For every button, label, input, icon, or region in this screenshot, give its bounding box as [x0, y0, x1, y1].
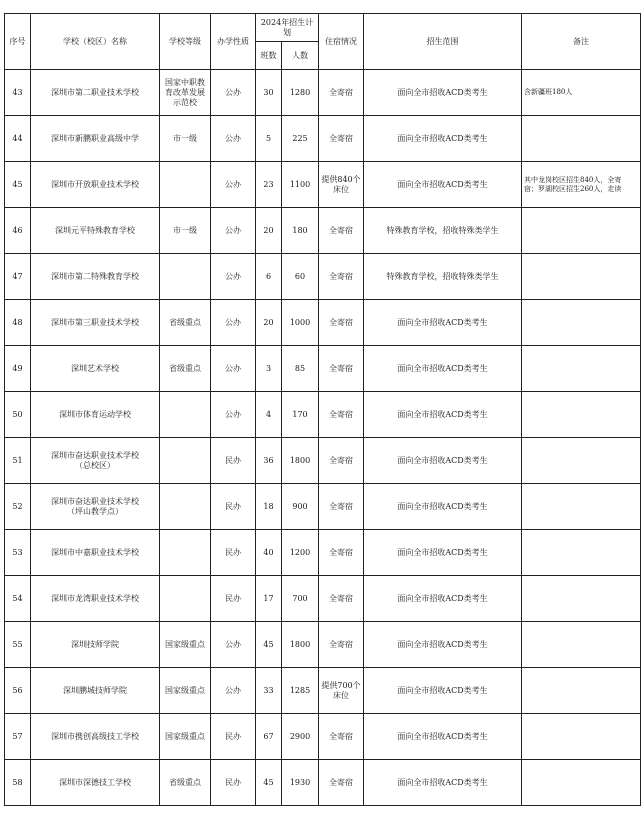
cell-boarding: 全寄宿 — [319, 208, 364, 254]
table-row — [5, 254, 641, 300]
cell-ownership: 民办 — [211, 484, 256, 530]
cell-seq: 44 — [5, 116, 31, 162]
cell-seq: 54 — [5, 576, 31, 622]
table-row — [5, 668, 641, 714]
table-row — [5, 530, 641, 576]
header-remarks: 备注 — [522, 14, 641, 70]
cell-remarks — [522, 484, 641, 530]
cell-remarks — [522, 576, 641, 622]
cell-seq: 57 — [5, 714, 31, 760]
table-row — [5, 760, 641, 806]
cell-school-level — [160, 530, 211, 576]
cell-students: 1100 — [282, 162, 319, 208]
cell-school-level: 国家级重点 — [160, 668, 211, 714]
cell-ownership: 公办 — [211, 622, 256, 668]
cell-students: 180 — [282, 208, 319, 254]
cell-students: 900 — [282, 484, 319, 530]
cell-remarks: 含新疆班180人 — [522, 70, 641, 116]
table-row — [5, 392, 641, 438]
cell-classes: 18 — [256, 484, 282, 530]
cell-seq: 49 — [5, 346, 31, 392]
cell-students: 1200 — [282, 530, 319, 576]
cell-ownership: 公办 — [211, 300, 256, 346]
cell-classes: 23 — [256, 162, 282, 208]
cell-school-name: 深圳技师学院 — [31, 622, 160, 668]
cell-students: 1000 — [282, 300, 319, 346]
cell-students: 85 — [282, 346, 319, 392]
cell-ownership: 民办 — [211, 438, 256, 484]
cell-ownership: 民办 — [211, 714, 256, 760]
cell-boarding: 全寄宿 — [319, 116, 364, 162]
cell-remarks — [522, 208, 641, 254]
cell-remarks — [522, 760, 641, 806]
table-header — [5, 14, 641, 70]
cell-remarks — [522, 346, 641, 392]
cell-remarks — [522, 622, 641, 668]
enrollment-table — [4, 13, 641, 806]
cell-students: 2900 — [282, 714, 319, 760]
table-row — [5, 484, 641, 530]
cell-ownership: 民办 — [211, 760, 256, 806]
cell-scope: 面向全市招收ACD类考生 — [364, 714, 522, 760]
cell-remarks — [522, 254, 641, 300]
table-row — [5, 208, 641, 254]
cell-scope: 面向全市招收ACD类考生 — [364, 392, 522, 438]
cell-classes: 3 — [256, 346, 282, 392]
cell-school-level — [160, 438, 211, 484]
cell-scope: 面向全市招收ACD类考生 — [364, 530, 522, 576]
cell-school-name: 深圳市新鹏职业高级中学 — [31, 116, 160, 162]
cell-students: 60 — [282, 254, 319, 300]
cell-remarks — [522, 530, 641, 576]
cell-school-level: 国家级重点 — [160, 714, 211, 760]
cell-school-name: 深圳市第二职业技术学校 — [31, 70, 160, 116]
cell-classes: 33 — [256, 668, 282, 714]
header-ownership: 办学性质 — [211, 14, 256, 70]
cell-scope: 面向全市招收ACD类考生 — [364, 116, 522, 162]
cell-students: 170 — [282, 392, 319, 438]
cell-ownership: 公办 — [211, 346, 256, 392]
cell-seq: 53 — [5, 530, 31, 576]
header-school-name: 学校（校区）名称 — [31, 14, 160, 70]
cell-school-level: 省级重点 — [160, 300, 211, 346]
cell-school-name: 深圳艺术学校 — [31, 346, 160, 392]
cell-seq: 43 — [5, 70, 31, 116]
cell-ownership: 公办 — [211, 116, 256, 162]
cell-seq: 52 — [5, 484, 31, 530]
cell-school-name: 深圳市体育运动学校 — [31, 392, 160, 438]
cell-boarding: 全寄宿 — [319, 576, 364, 622]
table-row — [5, 438, 641, 484]
cell-students: 1930 — [282, 760, 319, 806]
cell-students: 1800 — [282, 438, 319, 484]
cell-scope: 面向全市招收ACD类考生 — [364, 668, 522, 714]
header-seq: 序号 — [5, 14, 31, 70]
cell-seq: 55 — [5, 622, 31, 668]
cell-ownership: 公办 — [211, 208, 256, 254]
cell-classes: 30 — [256, 70, 282, 116]
cell-ownership: 公办 — [211, 668, 256, 714]
table-row — [5, 346, 641, 392]
cell-scope: 面向全市招收ACD类考生 — [364, 438, 522, 484]
cell-classes: 20 — [256, 208, 282, 254]
cell-classes: 6 — [256, 254, 282, 300]
cell-seq: 50 — [5, 392, 31, 438]
cell-school-name: 深圳市第二特殊教育学校 — [31, 254, 160, 300]
cell-remarks: 其中龙岗校区招生840人，全寄 宿；罗湖校区招生260人，走读 — [522, 162, 641, 208]
table-row — [5, 300, 641, 346]
cell-classes: 5 — [256, 116, 282, 162]
cell-remarks — [522, 116, 641, 162]
cell-students: 225 — [282, 116, 319, 162]
table-row — [5, 162, 641, 208]
table-body — [5, 70, 641, 806]
table-row — [5, 576, 641, 622]
cell-students: 1285 — [282, 668, 319, 714]
cell-ownership: 民办 — [211, 576, 256, 622]
cell-remarks — [522, 714, 641, 760]
cell-seq: 48 — [5, 300, 31, 346]
cell-scope: 面向全市招收ACD类考生 — [364, 300, 522, 346]
cell-school-level: 省级重点 — [160, 760, 211, 806]
cell-boarding: 全寄宿 — [319, 392, 364, 438]
cell-boarding: 全寄宿 — [319, 484, 364, 530]
cell-classes: 4 — [256, 392, 282, 438]
cell-students: 1280 — [282, 70, 319, 116]
cell-boarding: 全寄宿 — [319, 714, 364, 760]
cell-school-level — [160, 162, 211, 208]
cell-seq: 51 — [5, 438, 31, 484]
cell-boarding: 全寄宿 — [319, 346, 364, 392]
cell-school-name: 深圳市奋达职业技术学校 （坪山教学点） — [31, 484, 160, 530]
table-row — [5, 622, 641, 668]
table-row — [5, 116, 641, 162]
cell-boarding: 全寄宿 — [319, 438, 364, 484]
cell-school-level: 国家中职教 育改革发展 示范校 — [160, 70, 211, 116]
cell-classes: 40 — [256, 530, 282, 576]
cell-students: 700 — [282, 576, 319, 622]
cell-scope: 面向全市招收ACD类考生 — [364, 760, 522, 806]
cell-school-name: 深圳市龙湾职业技术学校 — [31, 576, 160, 622]
cell-seq: 45 — [5, 162, 31, 208]
cell-school-name: 深圳市携创高级技工学校 — [31, 714, 160, 760]
cell-remarks — [522, 668, 641, 714]
cell-boarding: 全寄宿 — [319, 70, 364, 116]
cell-boarding: 全寄宿 — [319, 254, 364, 300]
cell-remarks — [522, 392, 641, 438]
cell-school-level: 市一级 — [160, 116, 211, 162]
cell-scope: 面向全市招收ACD类考生 — [364, 346, 522, 392]
cell-scope: 特殊教育学校，招收特殊类学生 — [364, 254, 522, 300]
cell-scope: 面向全市招收ACD类考生 — [364, 484, 522, 530]
cell-scope: 面向全市招收ACD类考生 — [364, 576, 522, 622]
cell-classes: 67 — [256, 714, 282, 760]
cell-students: 1800 — [282, 622, 319, 668]
cell-ownership: 民办 — [211, 530, 256, 576]
header-students: 人数 — [282, 42, 319, 70]
cell-boarding: 全寄宿 — [319, 760, 364, 806]
cell-school-level — [160, 254, 211, 300]
header-classes: 班数 — [256, 42, 282, 70]
cell-school-level — [160, 576, 211, 622]
cell-boarding: 全寄宿 — [319, 530, 364, 576]
header-scope: 招生范围 — [364, 14, 522, 70]
cell-classes: 36 — [256, 438, 282, 484]
cell-boarding: 全寄宿 — [319, 622, 364, 668]
cell-school-level: 国家级重点 — [160, 622, 211, 668]
cell-boarding: 全寄宿 — [319, 300, 364, 346]
cell-school-level: 省级重点 — [160, 346, 211, 392]
table-row — [5, 70, 641, 116]
cell-classes: 20 — [256, 300, 282, 346]
cell-school-level — [160, 484, 211, 530]
table-row — [5, 714, 641, 760]
cell-remarks — [522, 438, 641, 484]
cell-ownership: 公办 — [211, 70, 256, 116]
cell-ownership: 公办 — [211, 392, 256, 438]
cell-school-name: 深圳市深德技工学校 — [31, 760, 160, 806]
cell-boarding: 提供840个 床位 — [319, 162, 364, 208]
cell-ownership: 公办 — [211, 254, 256, 300]
cell-school-level: 市一级 — [160, 208, 211, 254]
cell-classes: 17 — [256, 576, 282, 622]
cell-scope: 面向全市招收ACD类考生 — [364, 622, 522, 668]
header-school-level: 学校等级 — [160, 14, 211, 70]
cell-seq: 46 — [5, 208, 31, 254]
cell-classes: 45 — [256, 622, 282, 668]
cell-seq: 47 — [5, 254, 31, 300]
cell-scope: 特殊教育学校，招收特殊类学生 — [364, 208, 522, 254]
cell-classes: 45 — [256, 760, 282, 806]
cell-school-name: 深圳市中嘉职业技术学校 — [31, 530, 160, 576]
cell-scope: 面向全市招收ACD类考生 — [364, 70, 522, 116]
cell-school-name: 深圳市第三职业技术学校 — [31, 300, 160, 346]
cell-remarks — [522, 300, 641, 346]
cell-seq: 56 — [5, 668, 31, 714]
cell-ownership: 公办 — [211, 162, 256, 208]
cell-boarding: 提供700个 床位 — [319, 668, 364, 714]
cell-school-name: 深圳市奋达职业技术学校 （总校区） — [31, 438, 160, 484]
cell-scope: 面向全市招收ACD类考生 — [364, 162, 522, 208]
cell-seq: 58 — [5, 760, 31, 806]
header-boarding: 住宿情况 — [319, 14, 364, 70]
cell-school-name: 深圳元平特殊教育学校 — [31, 208, 160, 254]
cell-school-name: 深圳鹏城技师学院 — [31, 668, 160, 714]
cell-school-level — [160, 392, 211, 438]
header-plan-2024: 2024年招生计划 — [256, 14, 319, 42]
cell-school-name: 深圳市开放职业技术学校 — [31, 162, 160, 208]
